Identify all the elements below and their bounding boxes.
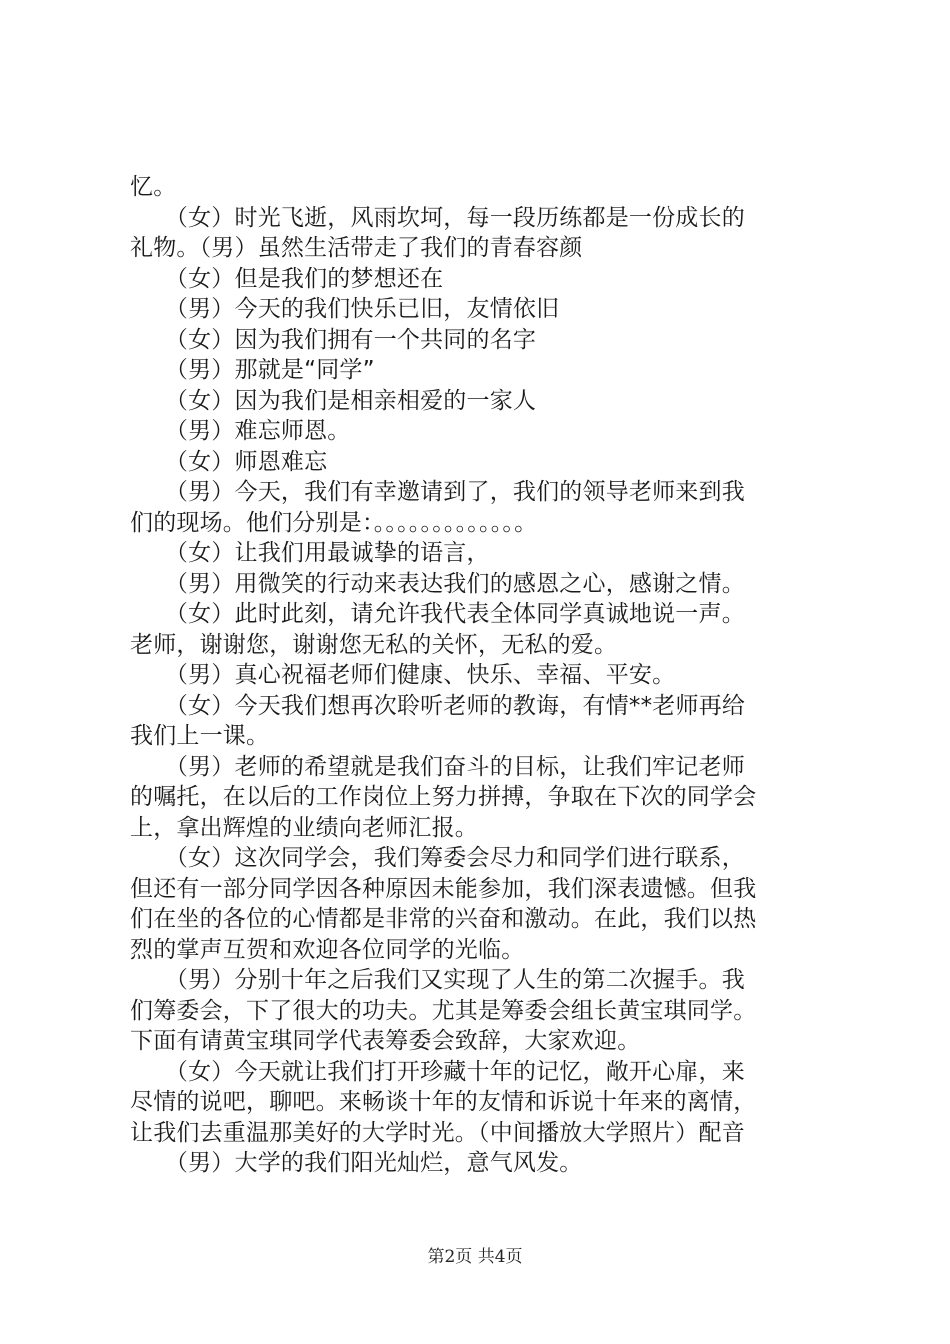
text-line: （女）因为我们拥有一个共同的名字 <box>130 326 537 353</box>
text-line: （女）今天就让我们打开珍藏十年的记忆，敞开心扉，来 <box>130 1058 745 1085</box>
text-line: 我们上一课。 <box>130 723 270 749</box>
text-line: 烈的掌声互贺和欢迎各位同学的光临。 <box>130 936 525 963</box>
text-line: 但还有一部分同学因各种原因未能参加，我们深表遗憾。但我 <box>130 875 757 902</box>
text-line: 老师，谢谢您，谢谢您无私的关怀，无私的爱。 <box>130 631 618 658</box>
text-line: （女）这次同学会，我们筹委会尽力和同学们进行联系， <box>130 845 745 871</box>
text-line: 忆。 <box>130 174 177 200</box>
text-line: （男）用微笑的行动来表达我们的感恩之心，感谢之情。 <box>130 570 745 597</box>
text-line: 让我们去重温那美好的大学时光。（中间播放大学照片）配音 <box>130 1119 745 1146</box>
text-line: 尽情的说吧，聊吧。来畅谈十年的友情和诉说十年来的离情， <box>130 1089 757 1115</box>
text-line: 们在坐的各位的心情都是非常的兴奋和激动。在此，我们以热 <box>130 906 757 932</box>
text-line: （男）那就是“同学” <box>130 357 375 383</box>
text-line: （男）老师的希望就是我们奋斗的目标，让我们牢记老师 <box>130 753 745 780</box>
text-line: 们筹委会，下了很大的功夫。尤其是筹委会组长黄宝琪同学。 <box>130 997 757 1024</box>
text-line: （男）真心祝福老师们健康、快乐、幸福、平安。 <box>130 662 676 688</box>
text-line: （男）今天的我们快乐已旧，友情依旧 <box>130 296 560 322</box>
text-line: （女）但是我们的梦想还在 <box>130 265 444 292</box>
text-line: 礼物。（男）虽然生活带走了我们的青春容颜 <box>130 235 583 261</box>
page-number-footer: 第2页 共4页 <box>427 1247 523 1267</box>
text-line: （女）此时此刻，请允许我代表全体同学真诚地说一声。 <box>130 601 745 627</box>
text-line: 的嘱托，在以后的工作岗位上努力拼搏，争取在下次的同学会 <box>130 784 757 810</box>
text-line: （女）因为我们是相亲相爱的一家人 <box>130 387 537 414</box>
document-body <box>130 172 830 1179</box>
text-line: （女）师恩难忘 <box>130 448 328 475</box>
text-line: （女）时光飞逝，风雨坎坷，每一段历练都是一份成长的 <box>130 204 745 231</box>
text-line: （女）今天我们想再次聆听老师的教诲，有情**老师再给 <box>130 692 746 719</box>
text-line: 下面有请黄宝琪同学代表筹委会致辞，大家欢迎。 <box>130 1028 641 1054</box>
text-line: 们的现场。他们分别是：。。。。。。。。。。。。。 <box>130 509 538 536</box>
text-line: （女）让我们用最诚挚的语言， <box>130 540 490 566</box>
text-line: （男）今天，我们有幸邀请到了，我们的领导老师来到我 <box>130 479 745 505</box>
text-line: （男）大学的我们阳光灿烂，意气风发。 <box>130 1150 583 1176</box>
text-line: 上，拿出辉煌的业绩向老师汇报。 <box>130 814 478 841</box>
text-line: （男）分别十年之后我们又实现了人生的第二次握手。我 <box>130 967 745 993</box>
text-line: （男）难忘师恩。 <box>130 418 351 444</box>
